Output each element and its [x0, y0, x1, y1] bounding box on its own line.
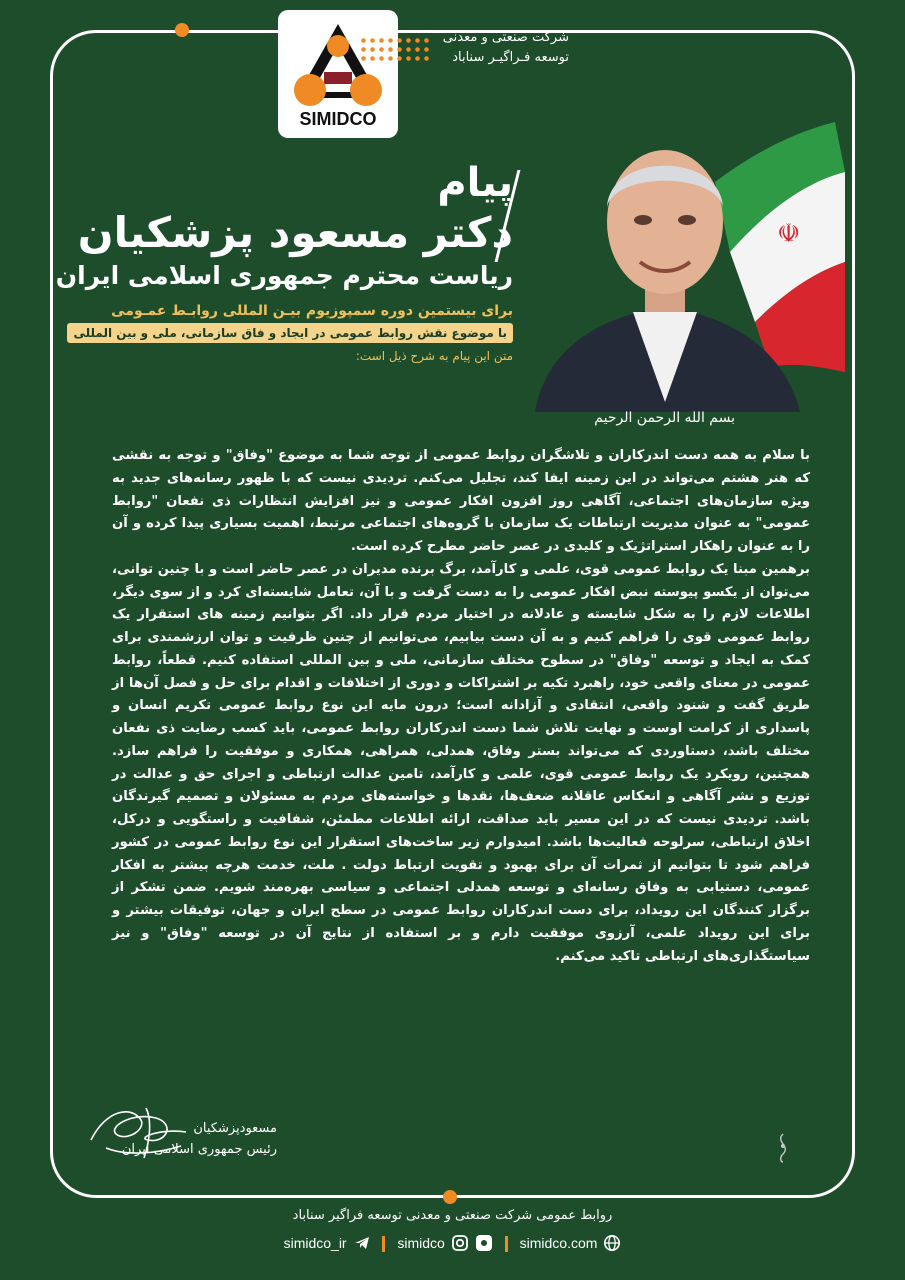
footer-title: روابط عمومی شرکت صنعتی و معدنی توسعه فراگیر سناباد	[292, 1208, 613, 1223]
footer-instagram[interactable]	[397, 1234, 492, 1252]
signer-title: رئیس جمهوری اسلامی ایران	[121, 1142, 277, 1157]
website-link: simidco.com	[519, 1235, 598, 1251]
logo-icon	[288, 20, 388, 112]
svg-text:☫: ☫	[777, 219, 801, 249]
ornament-icon	[772, 1132, 794, 1164]
footer-separator	[382, 1236, 385, 1252]
footer-separator	[505, 1236, 508, 1252]
message-paragraph-1: با سلام به همه دست اندرکاران و تلاشگران روابط عمومی از توجه شما به موضوع "وفاق" و توجه به نقشی که هنر هشتم می‌تواند در این زمینه ایفا کند، تجلیل می‌کنم. تردیدی نیست که با ظهور رسانه‌های جدید به ویژه سازمان‌های اجتماعی، آگاهی روز افزون افکار عمومی و نیز افزایش انتظارات ذی نفعان "روابط عمومی" به عنوان مدیریت ارتباطات یک سازمان با گروه‌های اجتماعی مرتبط، اهمیت بسیاری پیدا کرده و آن را به عنوان راهکار استراتژیک و کلیدی در عصر حاضر مطرح کرده است.	[112, 448, 810, 554]
telegram-handle: simidco_ir	[283, 1235, 347, 1251]
telegram-icon	[353, 1234, 371, 1252]
instagram-handle: simidco	[397, 1235, 445, 1251]
globe-icon	[603, 1234, 621, 1252]
logo-text: SIMIDCO	[299, 109, 377, 129]
signer-block	[122, 1118, 277, 1160]
title-payam: پیام	[437, 160, 513, 206]
subtitle-symposium: برای بیستمین دوره سمپوزیوم بیـن المللی روابـط عمـومی	[111, 303, 513, 319]
company-line2: توسعه فـراگیـر سناباد	[452, 50, 569, 65]
title-block	[56, 160, 513, 365]
footer-links	[0, 1234, 905, 1252]
company-name	[443, 28, 569, 68]
aparat-icon	[475, 1234, 493, 1252]
company-line1: شرکت صنعتی و معدنی	[442, 30, 569, 45]
subtitle-intro: متن این پیام به شرح ذیل است:	[355, 349, 513, 363]
decor-dot-bottom	[443, 1190, 457, 1204]
instagram-icon	[451, 1234, 469, 1252]
message-body	[112, 445, 810, 968]
portrait-with-flag	[515, 112, 845, 412]
footer-website[interactable]	[520, 1234, 622, 1252]
bismillah: بسم الله الرحمن الرحیم	[594, 410, 735, 426]
company-logo	[278, 10, 398, 138]
decor-dots	[359, 36, 431, 62]
footer-telegram[interactable]	[284, 1234, 371, 1252]
subtitle-topic: با موضوع نقش روابط عمومی در ایجاد و فاق سازمانی، ملی و بین المللی	[67, 323, 513, 343]
title-role: ریاست محترم جمهوری اسلامی ایران	[55, 261, 513, 290]
signer-name: مسعودپزشکیان	[193, 1121, 277, 1136]
title-name: دکتر مسعود پزشکیان	[77, 208, 513, 257]
message-paragraph-2: برهمین مبنا یک روابط عمومی قوی، علمی و کارآمد، برگ برنده مدیران در عصر حاضر است و با چنین توانی، می‌توان از یکسو پیوسته نبض افکار عمومی را به دست گرفت و با آن، تعامل شایسته‌ای کرد و از سوی دیگر، اطلاعات لازم را به شکل شایسته و عادلانه در اختیار مردم قرار داد. اگر بتوانیم زمینه های استقرار یک روابط عمومی قوی را فراهم کنیم و به آن دست بیابیم، می‌توانیم از چنین ظرفیت و توان ارزشمندی برای کمک به ایجاد و توسعه "وفاق" در سطوح مختلف سازمانی، ملی و بین المللی استفاده کنیم. قطعاً، روابط عمومی در معنای واقعی خود، راهبرد تکیه بر اشتراکات و دوری از اختلافات و اقدام برای حل و فصل آن‌ها از طریق گفت و شنود واقعی، انتقادی و آزادانه است؛ درون مایه این نوع روابط عمومی تکریم انسان و پاسداری از کرامت اوست و نهایت تلاش شما دست اندرکاران روابط عمومی، باید کسب رضایت ذی نفعان مختلف باشد، دستاوردی که می‌تواند بستر وفاق، همدلی، همراهی، همکاری و موفقیت را فراهم سازد. همچنین، رویکرد یک روابط عمومی قوی، علمی و کارآمد، تامین عدالت ارتباطی و اجرای حق و عدالت در توزیع و نشر آگاهی و انعکاس عاقلانه ضعف‌ها، نقدها و خواسته‌های مردم به مسئولان و تصمیم گیرندگان باشد. تردیدی نیست که در این مسیر باید صداقت، ارائه اطلاعات مطمئن، شفافیت و راستگویی و درکل، اخلاق ارتباطی، سرلوحه فعالیت‌ها باشد. امیدوارم زیر ساخت‌های استقرار این نوع روابط عمومی در کشور فراهم شود تا بتوانیم از ثمرات آن برای بهبود و تقویت ارتباط دولت . ملت، خدمت هرچه بیشتر به افکار عمومی، دستیابی به وفاق رسانه‌ای و توسعه همدلی اجتماعی و سیاسی بهره‌مند شویم. ضمن تشکر از برگزار کنندگان این رویداد، برای دست اندرکاران روابط عمومی در سطح ایران و جهان، توفیقات بیشتر و برای این رویداد علمی، آرزوی موفقیت دارم و بر استفاده از نتایج آن در توسعه "وفاق" و نیز سیاستگذاری‌های ارتباطی تاکید می‌کنم.	[112, 561, 810, 964]
decor-dot-top	[175, 23, 189, 37]
